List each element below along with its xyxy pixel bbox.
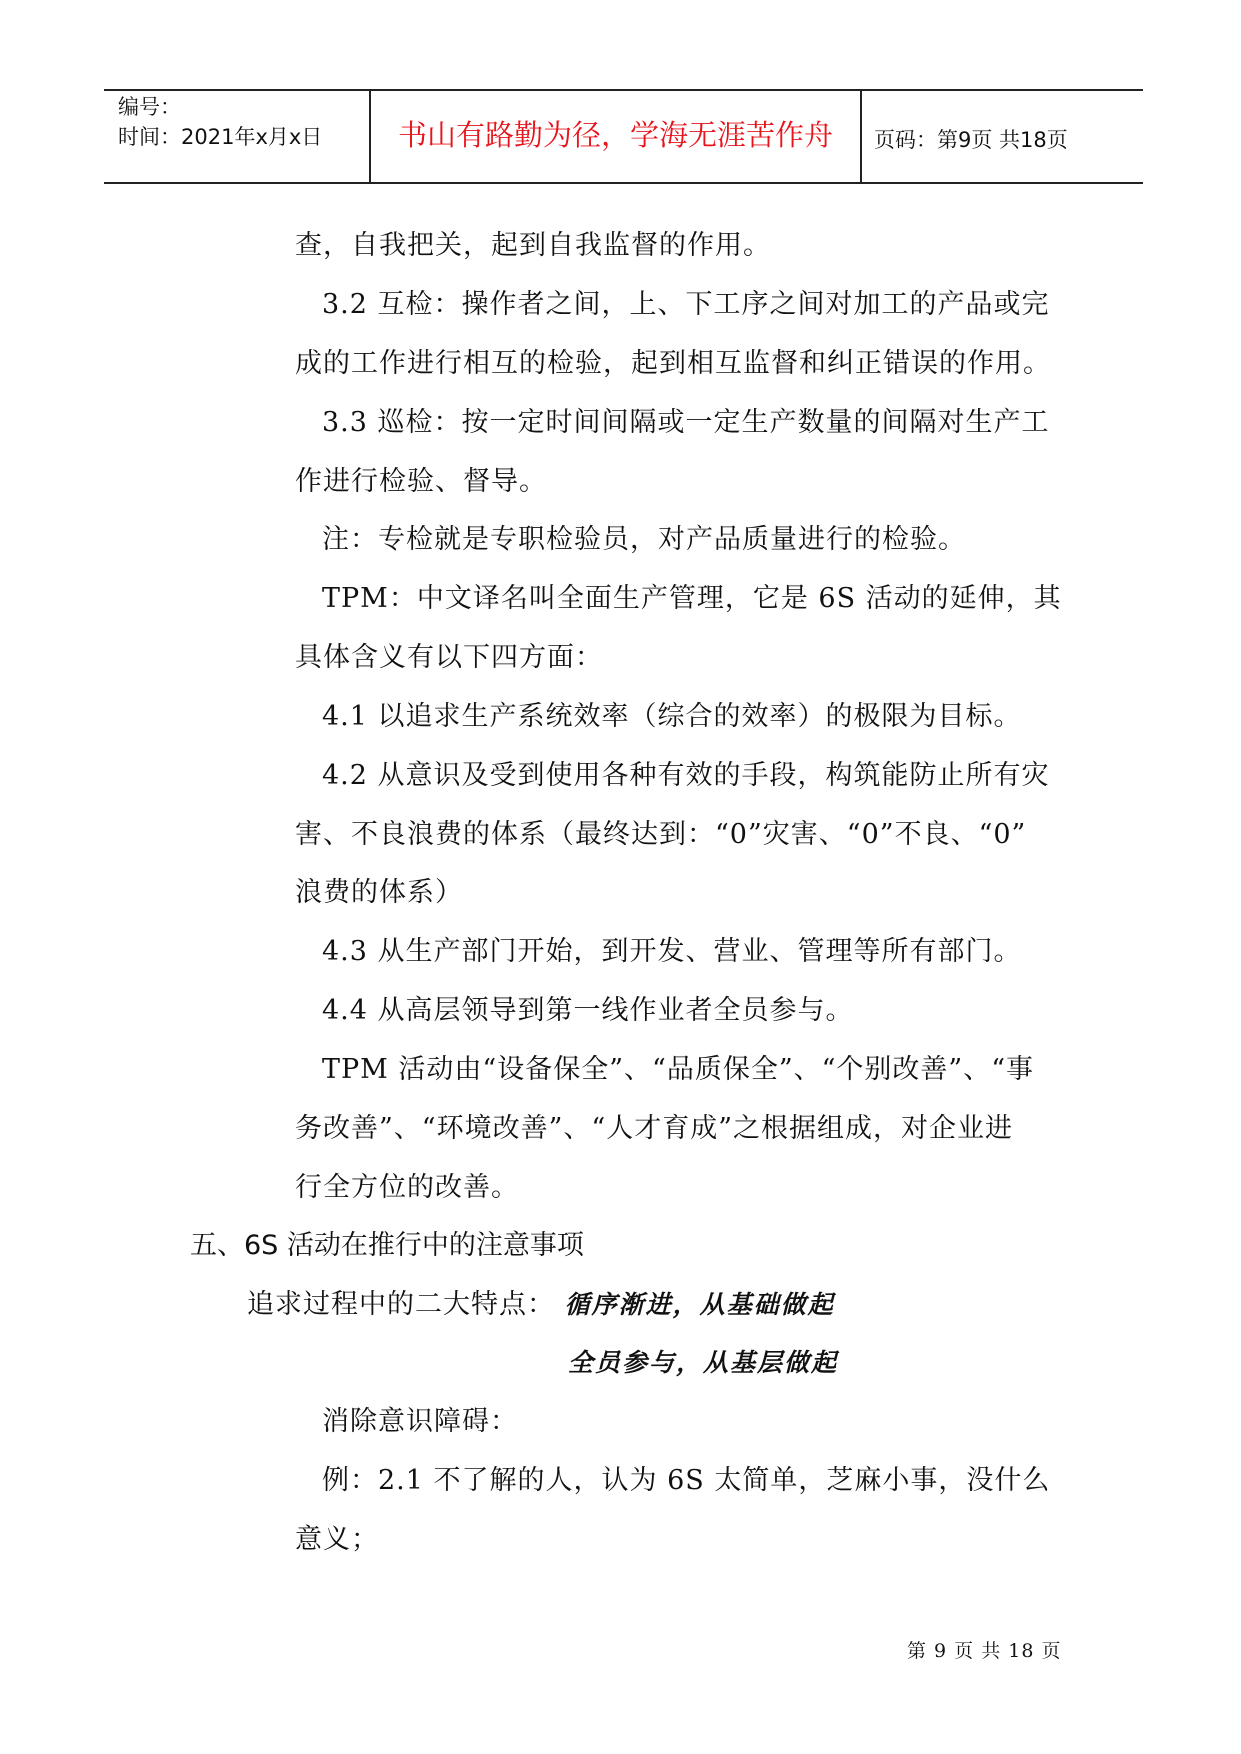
header-bottom-rule [104, 182, 1143, 184]
paragraph-line: 成的工作进行相互的检验，起到相互监督和纠正错误的作用。 [295, 348, 1051, 379]
header-motto: 书山有路勤为径，学海无涯苦作舟 [397, 118, 833, 152]
header-page-label: 页码：第9页 共18页 [874, 128, 1068, 152]
header-number-label: 编号： [118, 95, 181, 119]
feature-emphasis-1: 循序渐进，从基础做起 [564, 1290, 835, 1319]
paragraph-line: 具体含义有以下四方面： [295, 642, 603, 673]
header-divider-right [860, 90, 862, 183]
features-label: 追求过程中的二大特点： [247, 1289, 555, 1320]
paragraph-line: 3.2 互检：操作者之间，上、下工序之间对加工的产品或完 [322, 289, 1050, 320]
paragraph-line: 查，自我把关，起到自我监督的作用。 [295, 230, 771, 261]
paragraph-line: 4.1 以追求生产系统效率（综合的效率）的极限为目标。 [322, 701, 1022, 732]
header-time-label: 时间：2021年x月x日 [118, 125, 323, 149]
paragraph-line: 行全方位的改善。 [295, 1172, 519, 1203]
header-top-rule [104, 89, 1143, 91]
paragraph-line: 3.3 巡检：按一定时间间隔或一定生产数量的间隔对生产工 [322, 407, 1050, 438]
paragraph-line: 消除意识障碍： [322, 1406, 518, 1437]
feature-emphasis-2: 全员参与，从基层做起 [568, 1348, 839, 1377]
footer-page-number: 第 9 页 共 18 页 [907, 1640, 1062, 1662]
header-meta [118, 92, 322, 152]
features-line [247, 1287, 835, 1323]
paragraph-line: TPM 活动由“设备保全”、“品质保全”、“个别改善”、“事 [322, 1054, 1035, 1085]
paragraph-line: 注：专检就是专职检验员，对产品质量进行的检验。 [322, 524, 966, 555]
paragraph-line: 作进行检验、督导。 [295, 466, 547, 497]
paragraph-line: 例：2.1 不了解的人，认为 6S 太简单，芝麻小事，没什么 [322, 1465, 1051, 1496]
section-heading: 五、6S 活动在推行中的注意事项 [190, 1230, 584, 1261]
paragraph-line: 4.3 从生产部门开始，到开发、营业、管理等所有部门。 [322, 936, 1022, 967]
paragraph-line: 害、不良浪费的体系（最终达到：“0”灾害、“0”不良、“0” [295, 819, 1027, 850]
paragraph-line: TPM：中文译名叫全面生产管理，它是 6S 活动的延伸，其 [322, 583, 1062, 614]
paragraph-line: 浪费的体系） [295, 877, 463, 908]
paragraph-line: 4.4 从高层领导到第一线作业者全员参与。 [322, 995, 854, 1026]
paragraph-line: 务改善”、“环境改善”、“人才育成”之根据组成，对企业进 [295, 1113, 1014, 1144]
paragraph-line: 意义； [295, 1524, 379, 1555]
paragraph-line: 4.2 从意识及受到使用各种有效的手段，构筑能防止所有灾 [322, 760, 1050, 791]
